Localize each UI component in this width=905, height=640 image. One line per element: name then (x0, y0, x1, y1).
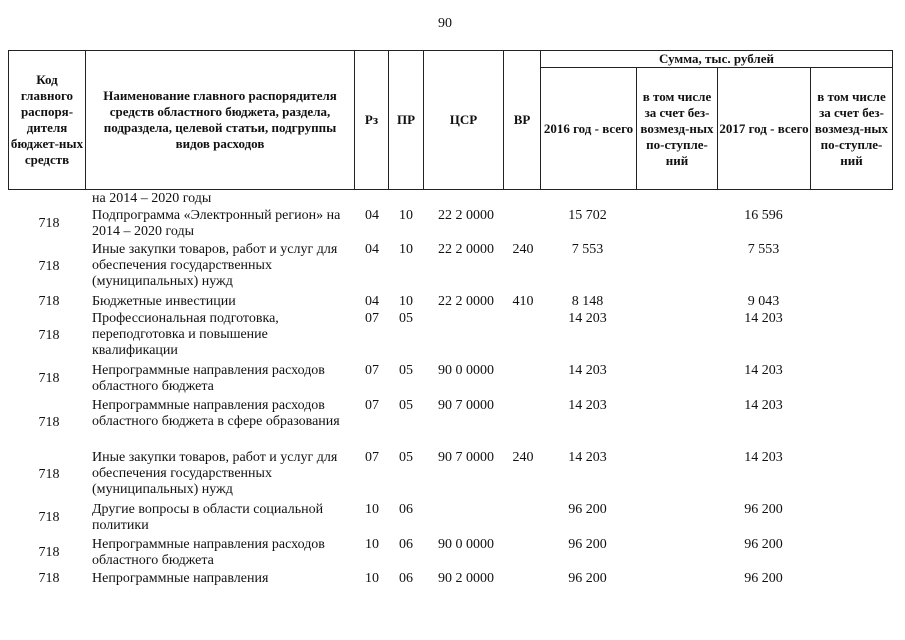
row-rz: 07 (365, 311, 379, 326)
header-rz: Рз (354, 50, 389, 190)
row-csr: 22 2 0000 (438, 294, 494, 309)
row-rz: 10 (365, 571, 379, 586)
row-name: Иные закупки товаров, работ и услуг для обеспечения государственных (муниципальных) нужд (92, 242, 338, 289)
row-sum-2016: 96 200 (568, 502, 607, 517)
header-vr: ВР (503, 50, 541, 190)
row-pr: 06 (399, 537, 413, 552)
row-code: 718 (38, 371, 60, 386)
row-code: 718 (38, 571, 60, 586)
row-pr: 06 (399, 571, 413, 586)
row-rz: 07 (365, 398, 379, 413)
row-name: Непрограммные направления (92, 571, 269, 586)
row-sum-2016: 96 200 (568, 537, 607, 552)
row-pr: 05 (399, 363, 413, 378)
header-csr: ЦСР (423, 50, 504, 190)
row-name: Профессиональная подготовка, переподготовка и повышение квалификации (92, 311, 279, 358)
page-number: 90 (438, 16, 452, 31)
row-vr: 240 (512, 450, 534, 465)
row-name: Непрограммные направления расходов областного бюджета в сфере образования (92, 398, 340, 429)
header-2017-free: в том числе за счет без-возмезд-ных по-ступле-ний (810, 67, 893, 190)
row-pr: 10 (399, 242, 413, 257)
row-name: Непрограммные направления расходов областного бюджета (92, 537, 325, 568)
row-sum-2016: 14 203 (568, 311, 607, 326)
row-pr: 05 (399, 398, 413, 413)
row-csr: 90 2 0000 (438, 571, 494, 586)
row-name: Подпрограмма «Электронный регион» на 2014 – 2020 годы (92, 208, 341, 239)
row-code: 718 (38, 294, 60, 309)
row-csr: 22 2 0000 (438, 208, 494, 223)
row-code: 718 (38, 415, 60, 430)
row-sum-2016: 14 203 (568, 450, 607, 465)
row-sum-2017: 14 203 (744, 450, 783, 465)
row-rz: 10 (365, 537, 379, 552)
row-vr: 410 (512, 294, 534, 309)
row-sum-2017: 9 043 (747, 294, 780, 309)
header-code: Код главного распоря-дителя бюджет-ных средств (8, 50, 86, 190)
row-name: Другие вопросы в области социальной политики (92, 502, 324, 533)
row-vr: 240 (512, 242, 534, 257)
row-csr: 90 0 0000 (438, 363, 494, 378)
row-sum-2017: 14 203 (744, 363, 783, 378)
header-2016-total: 2016 год - всего (540, 67, 637, 190)
header-2016-free: в том числе за счет без-возмезд-ных по-ступле-ний (636, 67, 718, 190)
row-code: 718 (38, 510, 60, 525)
row-csr: 22 2 0000 (438, 242, 494, 257)
row-name: на 2014 – 2020 годы (92, 191, 212, 206)
header-name: Наименование главного распорядителя средств областного бюджета, раздела, подраздела, целевой статьи, подгруппы видов расходов (85, 50, 355, 190)
row-sum-2017: 96 200 (744, 537, 783, 552)
row-name: Непрограммные направления расходов областного бюджета (92, 363, 325, 394)
row-pr: 10 (399, 208, 413, 223)
row-sum-2016: 8 148 (571, 294, 604, 309)
row-sum-2016: 15 702 (568, 208, 607, 223)
row-rz: 04 (365, 208, 379, 223)
row-sum-2016: 14 203 (568, 398, 607, 413)
header-pr: ПР (388, 50, 424, 190)
row-rz: 04 (365, 242, 379, 257)
row-code: 718 (38, 467, 60, 482)
row-csr: 90 7 0000 (438, 398, 494, 413)
row-rz: 07 (365, 450, 379, 465)
row-code: 718 (38, 216, 60, 231)
row-sum-2017: 96 200 (744, 571, 783, 586)
row-rz: 10 (365, 502, 379, 517)
row-csr: 90 7 0000 (438, 450, 494, 465)
row-sum-2016: 7 553 (571, 242, 604, 257)
row-csr: 90 0 0000 (438, 537, 494, 552)
row-code: 718 (38, 328, 60, 343)
row-pr: 06 (399, 502, 413, 517)
row-name: Иные закупки товаров, работ и услуг для обеспечения государственных (муниципальных) нужд (92, 450, 338, 497)
row-sum-2016: 96 200 (568, 571, 607, 586)
row-sum-2017: 14 203 (744, 311, 783, 326)
row-sum-2017: 96 200 (744, 502, 783, 517)
row-code: 718 (38, 259, 60, 274)
header-sum: Сумма, тыс. рублей (540, 50, 893, 68)
row-pr: 05 (399, 450, 413, 465)
row-rz: 07 (365, 363, 379, 378)
row-sum-2016: 14 203 (568, 363, 607, 378)
header-2017-total: 2017 год - всего (717, 67, 811, 190)
row-code: 718 (38, 545, 60, 560)
row-rz: 04 (365, 294, 379, 309)
row-name: Бюджетные инвестиции (92, 294, 236, 309)
row-sum-2017: 14 203 (744, 398, 783, 413)
row-sum-2017: 16 596 (744, 208, 783, 223)
row-sum-2017: 7 553 (747, 242, 780, 257)
row-pr: 05 (399, 311, 413, 326)
row-pr: 10 (399, 294, 413, 309)
